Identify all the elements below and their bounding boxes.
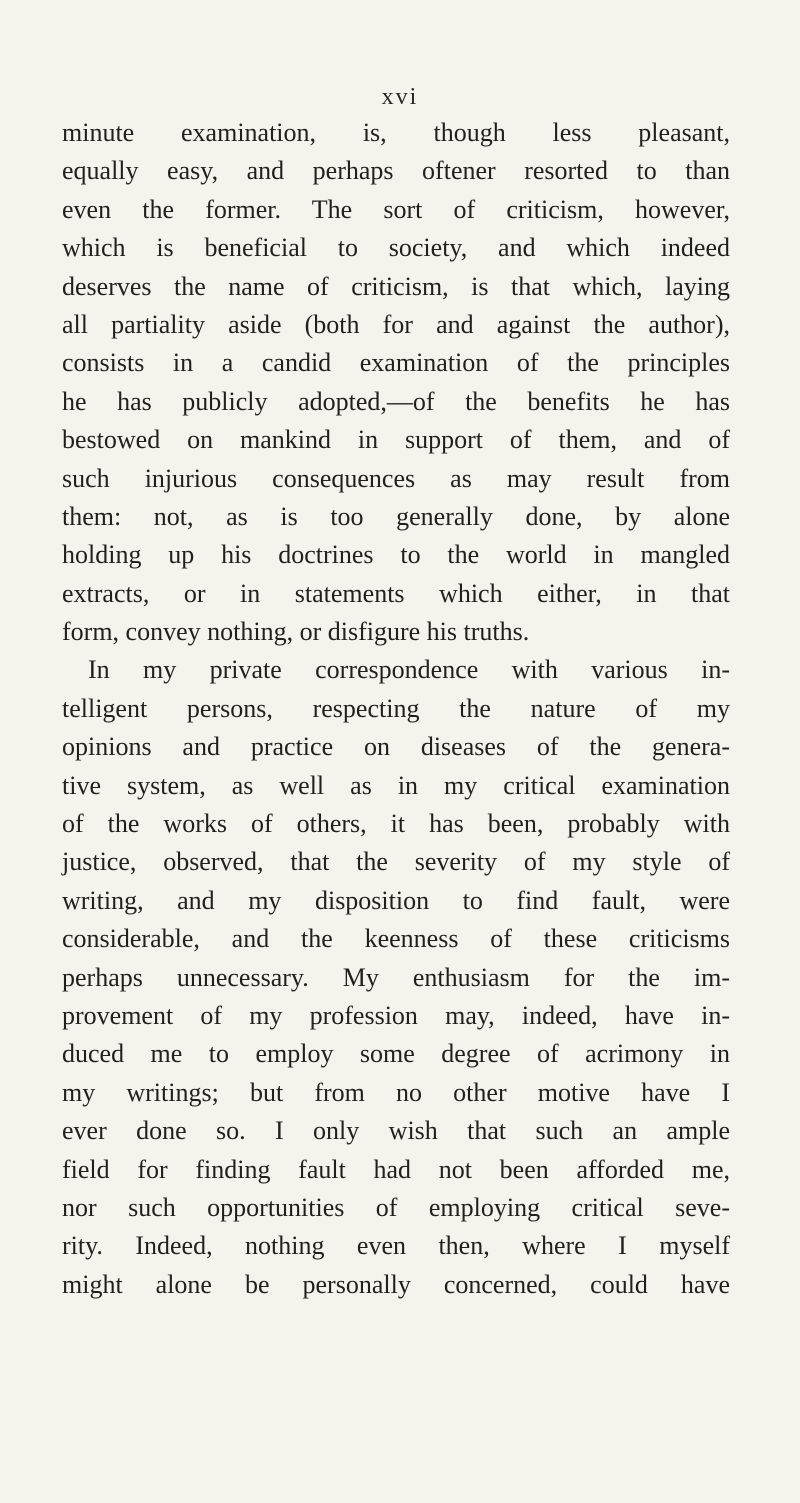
- text-line: might alone be personally concerned, could have: [62, 1269, 730, 1299]
- text-line: even the former. The sort of criticism, however,: [62, 194, 730, 224]
- text-line: minute examination, is, though less pleasant,: [62, 118, 730, 147]
- text-line: considerable, and the keenness of these criticisms: [62, 924, 730, 954]
- text-line: bestowed on mankind in support of them, and of: [62, 425, 730, 455]
- text-line: opinions and practice on diseases of the genera-: [62, 732, 730, 762]
- text-line: such injurious consequences as may result from: [62, 463, 730, 493]
- page-number: xvi: [381, 84, 419, 110]
- text-line: rity. Indeed, nothing even then, where I myself: [62, 1231, 730, 1261]
- text-line: duced me to employ some degree of acrimony in: [62, 1039, 730, 1069]
- text-line: In my private correspondence with various in-: [88, 655, 730, 685]
- text-line: all partiality aside (both for and against the author),: [62, 309, 730, 339]
- body-text: [62, 114, 730, 1304]
- text-line: ever done so. I only wish that such an ample: [62, 1116, 730, 1146]
- text-line: provement of my profession may, indeed, have in-: [62, 1000, 730, 1030]
- text-line: field for finding fault had not been afforded me,: [62, 1154, 730, 1184]
- text-line: justice, observed, that the severity of my style of: [62, 847, 730, 877]
- text-line: equally easy, and perhaps oftener resorted to than: [62, 156, 730, 186]
- text-line: consists in a candid examination of the principles: [62, 348, 730, 378]
- text-line: writing, and my disposition to find fault, were: [62, 885, 730, 915]
- text-line: telligent persons, respecting the nature of my: [62, 693, 730, 723]
- text-line: nor such opportunities of employing critical seve-: [62, 1192, 730, 1222]
- text-line: holding up his doctrines to the world in mangled: [62, 540, 730, 570]
- text-line: deserves the name of criticism, is that which, laying: [62, 271, 730, 301]
- text-line: them: not, as is too generally done, by alone: [62, 501, 730, 531]
- text-line: which is beneficial to society, and which indeed: [62, 233, 730, 263]
- text-line: form, convey nothing, or disfigure his truths.: [62, 617, 530, 647]
- text-line: tive system, as well as in my critical examination: [62, 770, 730, 800]
- text-line: of the works of others, it has been, probably with: [62, 809, 730, 839]
- text-line: extracts, or in statements which either, in that: [62, 578, 730, 608]
- text-line: perhaps unnecessary. My enthusiasm for the im-: [62, 962, 730, 992]
- text-line: my writings; but from no other motive have I: [62, 1077, 730, 1107]
- text-line: he has publicly adopted,—of the benefits he has: [62, 386, 730, 416]
